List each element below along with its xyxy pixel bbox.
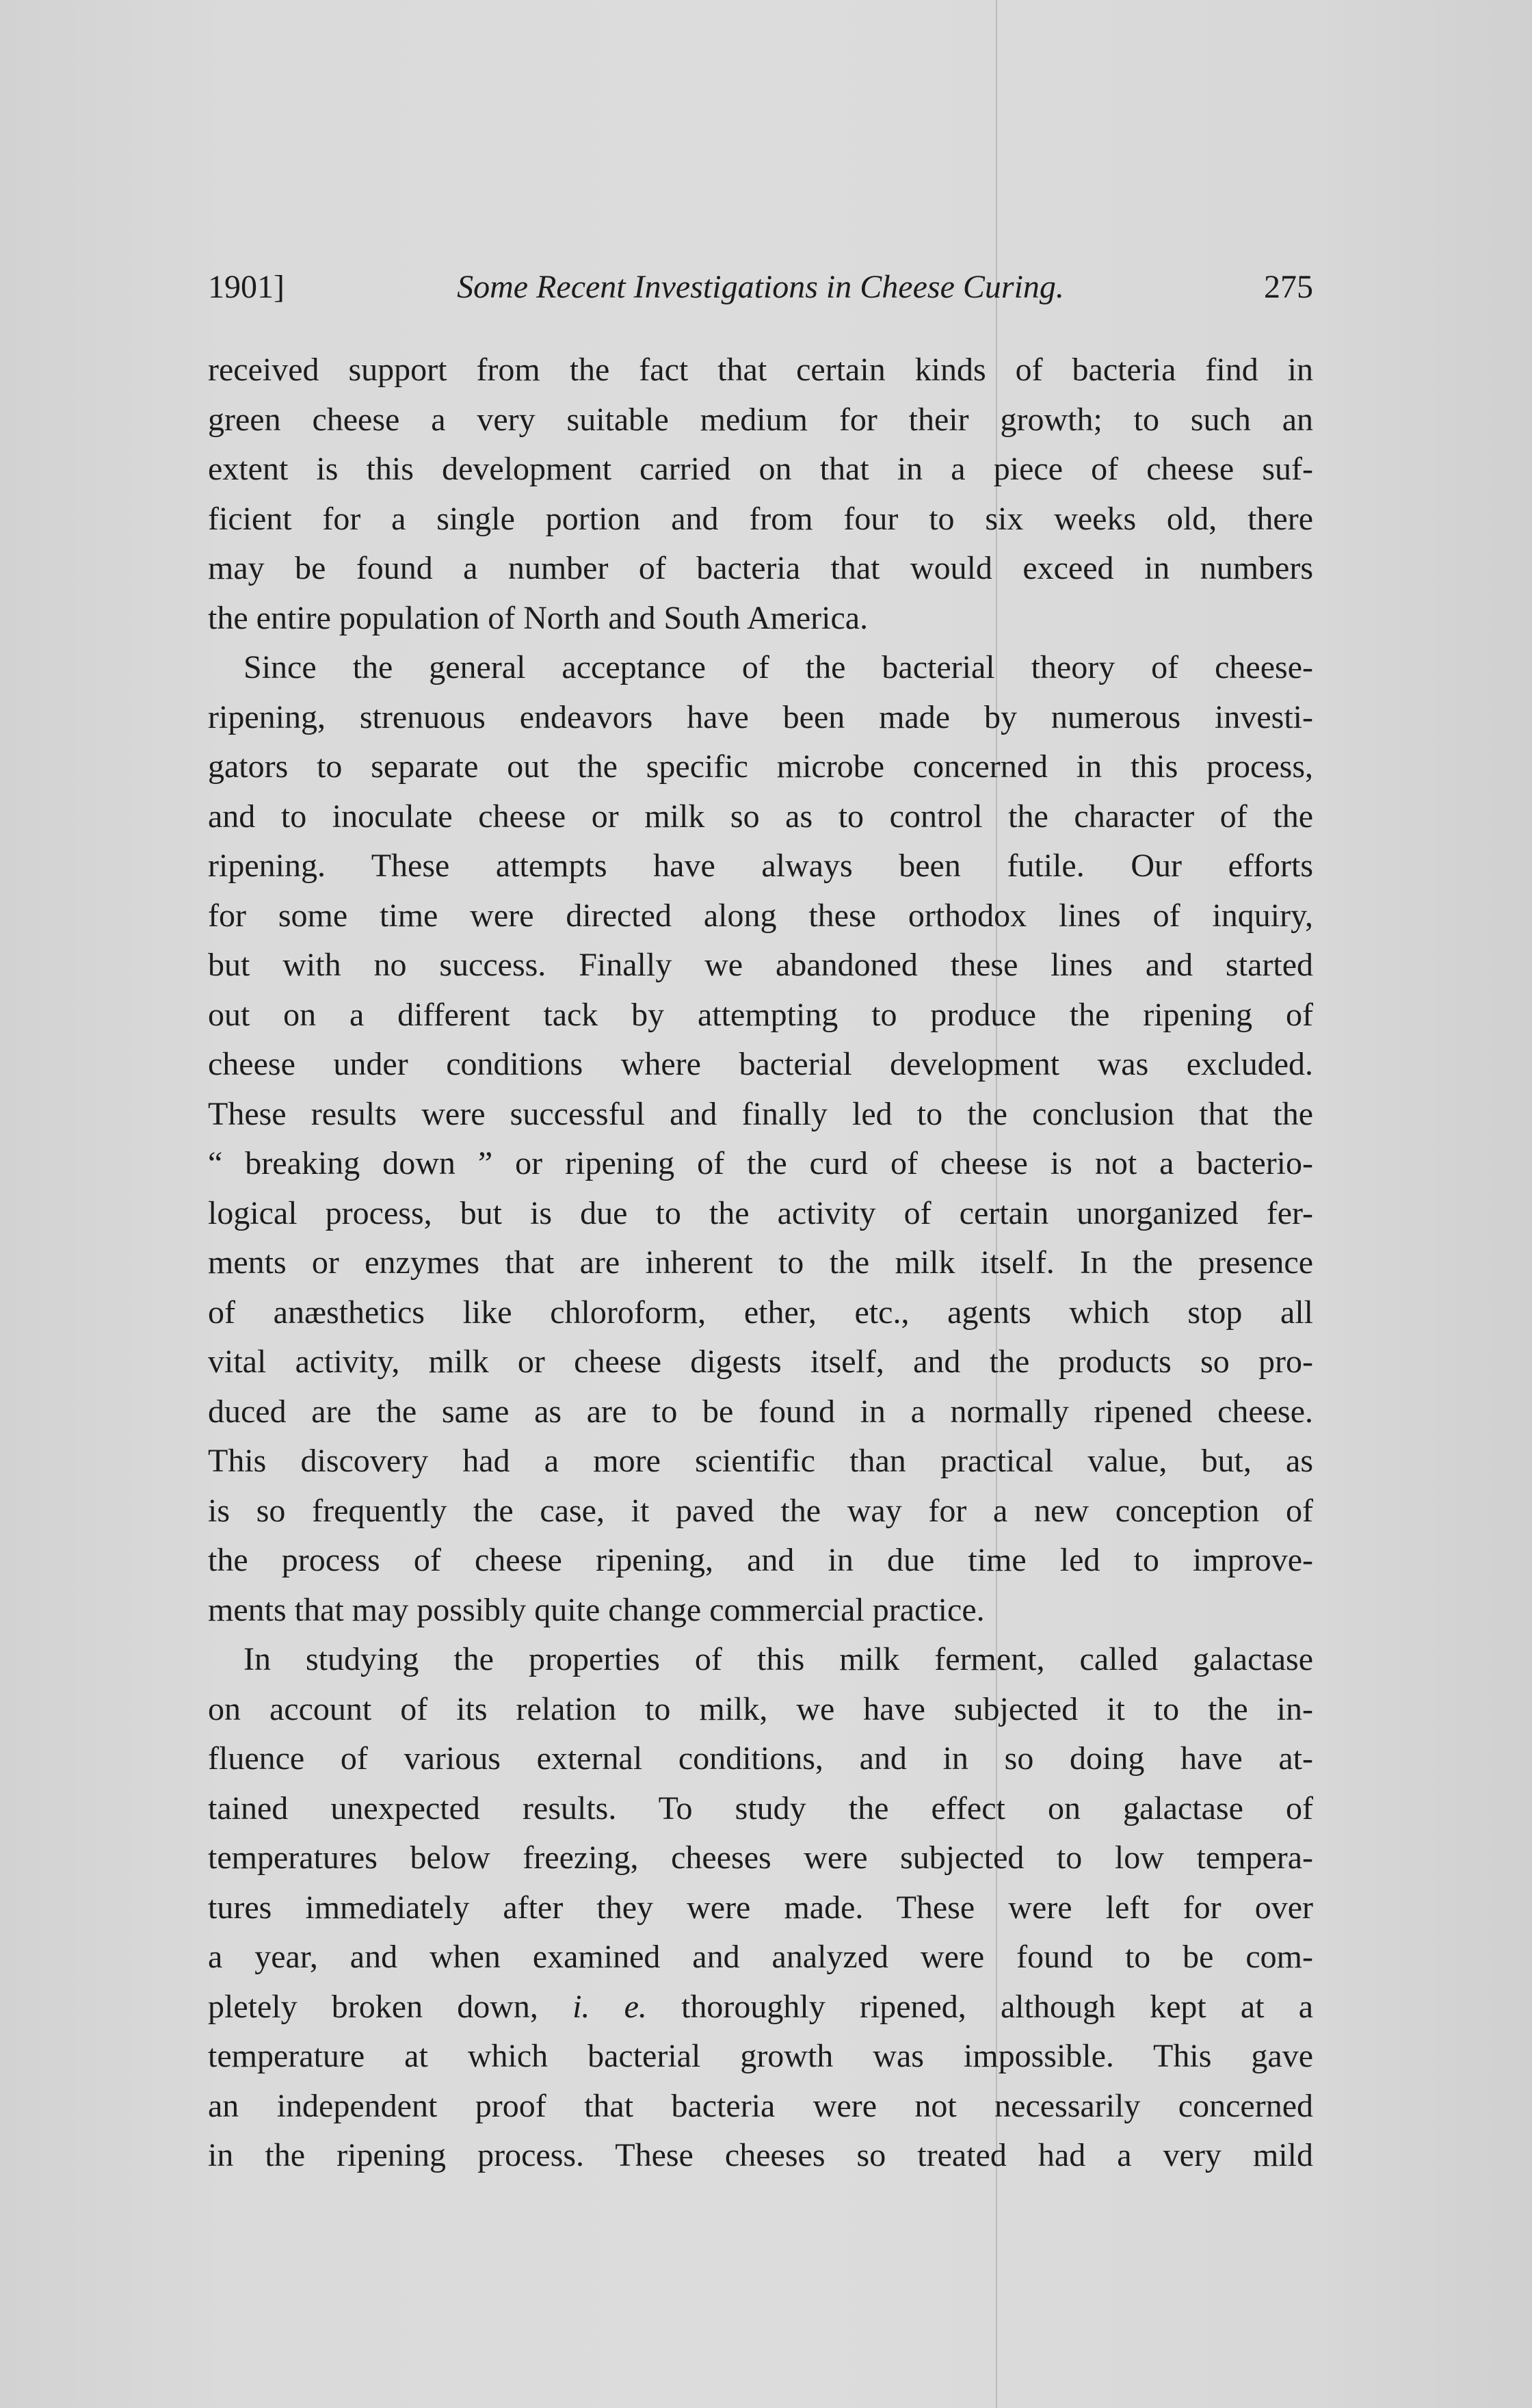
text-segment: thoroughly ripened, although kept at a: [681, 1988, 1314, 2025]
text-line: for some time were directed along these orthodox lines of inquiry,: [208, 897, 1313, 934]
body-text: [208, 345, 1313, 2181]
text-line: logical process, but is due to the activity of certain unorganized fer-: [208, 1194, 1313, 1231]
text-line: gators to separate out the specific microbe concerned in this process,: [208, 748, 1313, 785]
text-line: is so frequently the case, it paved the way for a new conception of: [208, 1492, 1313, 1529]
text-line: fluence of various external conditions, and in so doing have at-: [208, 1740, 1313, 1777]
text-line: the entire population of North and South America.: [208, 599, 869, 636]
text-line: green cheese a very suitable medium for their growth; to such an: [208, 401, 1313, 438]
text-line: out on a different tack by attempting to produce the ripening of: [208, 996, 1313, 1033]
text-line: and to inoculate cheese or milk so as to control the character of the: [208, 798, 1313, 835]
header-title: Some Recent Investigations in Cheese Curing.: [457, 269, 1064, 305]
text-line: duced are the same as are to be found in a normally ripened cheese.: [208, 1393, 1313, 1430]
text-line: the process of cheese ripening, and in due time led to improve-: [208, 1542, 1313, 1578]
text-line: but with no success. Finally we abandoned these lines and started: [208, 947, 1313, 983]
text-line: ripening. These attempts have always been futile. Our efforts: [208, 848, 1313, 884]
text-line: “ breaking down ” or ripening of the curd of cheese is not a bacterio-: [208, 1145, 1313, 1181]
text-line: a year, and when examined and analyzed were found to be com-: [208, 1939, 1313, 1975]
text-line: received support from the fact that certain kinds of bacteria find in: [208, 352, 1313, 388]
text-line: ficient for a single portion and from four to six weeks old, there: [208, 500, 1313, 537]
running-header: [208, 260, 1313, 315]
text-line: an independent proof that bacteria were not necessarily concerned: [208, 2087, 1313, 2124]
text-line: on account of its relation to milk, we have subjected it to the in-: [208, 1690, 1313, 1727]
paragraph-2: [208, 643, 1313, 1635]
page-number: 275: [1264, 269, 1313, 305]
text-line-with-italic: [208, 1982, 1313, 2032]
italic-abbreviation: i. e.: [572, 1988, 647, 2025]
text-segment: pletely broken down,: [208, 1988, 538, 2025]
text-line: ripening, strenuous endeavors have been made by numerous investi-: [208, 698, 1313, 735]
text-line: of anæsthetics like chloroform, ether, etc., agents which stop all: [208, 1294, 1313, 1331]
text-line: cheese under conditions where bacterial development was excluded.: [208, 1046, 1313, 1082]
text-line: tained unexpected results. To study the effect on galactase of: [208, 1790, 1313, 1827]
header-year: 1901]: [208, 269, 285, 305]
text-line: ments or enzymes that are inherent to the milk itself. In the presence: [208, 1244, 1313, 1281]
paragraph-1: [208, 345, 1313, 643]
text-line: temperatures below freezing, cheeses were subjected to low tempera-: [208, 1840, 1313, 1876]
text-line: These results were successful and finally led to the conclusion that the: [208, 1095, 1313, 1132]
text-line: Since the general acceptance of the bacterial theory of cheese-: [243, 649, 1313, 685]
text-line: extent is this development carried on that in a piece of cheese suf-: [208, 451, 1313, 487]
text-line: In studying the properties of this milk ferment, called galactase: [243, 1641, 1313, 1677]
text-line: This discovery had a more scientific than practical value, but, as: [208, 1443, 1313, 1479]
text-line: temperature at which bacterial growth was impossible. This gave: [208, 2038, 1313, 2074]
text-line: in the ripening process. These cheeses so treated had a very mild: [208, 2137, 1313, 2173]
text-line: ments that may possibly quite change commercial practice.: [208, 1591, 985, 1628]
paragraph-3: [208, 1635, 1313, 2181]
text-line: tures immediately after they were made. These were left for over: [208, 1889, 1313, 1926]
text-line: vital activity, milk or cheese digests itself, and the products so pro-: [208, 1344, 1313, 1380]
text-line: may be found a number of bacteria that would exceed in numbers: [208, 550, 1313, 586]
